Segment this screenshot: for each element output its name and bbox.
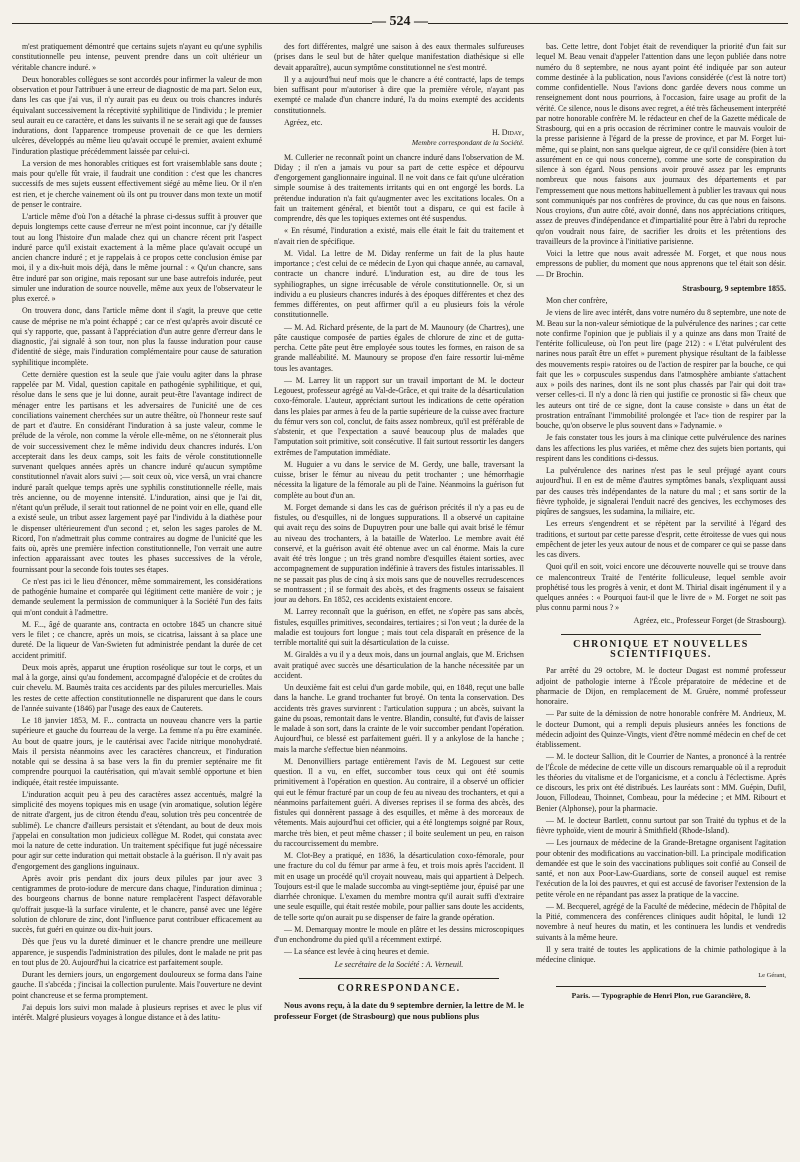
imprint-line: Paris. — Typographie de Henri Plon, rue Garancière, 8. [571,990,751,1000]
paragraph: Il y a aujourd'hui neuf mois que le chancre a été contracté, laps de temps bien suffisant pour m'autoriser à dire que la première vérole, n'ayant pas exempté ce malade d'un chancre induré, l'a du moins exempté des accidents constitutionnels. [274,74,524,115]
paragraph: — M. Ad. Richard présente, de la part de M. Maunoury (de Chartres), une pâte caustique composée de parties égales de chlorure de zinc et de gutta-percha. Cette pâte peut être employée sous toutes les formes, en raison de sa grande malléabilité. M. Maunoury se propose d'en faire ressortir lui-même tous les avantages. [274,322,524,373]
paragraph: « En résumé, l'induration a existé, mais elle était le fait du traitement et n'avait rien de spécifique. [274,226,524,246]
column-left [12,42,262,1152]
page-number: — 524 — [372,14,428,29]
sig-title: Membre correspondant de la Société. [411,138,524,148]
gerant-label: Le Gérant, [758,972,786,980]
paragraph: M. F..., âgé de quarante ans, contracta en octobre 1845 un chancre situé vers le filet ; ce chancre, après un mois, se cicatrisa, laissant à sa place une dureté. De la liqueur de Van-Swieten fut administrée pendant la durée de cet accident primitif. [12,619,262,660]
letter-paragraph: Je fais constater tous les jours à ma clinique cette pulvérulence des narines dans les affections les plus variées, et même chez des sujets bien portants, qui respirent dans les conditions ci-dessus. [536,433,786,463]
diday-signature [274,118,524,149]
paragraph: M. Vidal. La lettre de M. Diday renferme un fait de la plus haute importance ; c'est celui de ce médecin de Lyon qui chaque année, au carnaval, contracte un chancre induré. L'induration est, au dire de tous les syphiliographes, un signe irrécusable de vérole constitutionnelle. Or, si un individu a eu plusieurs chancres indurés à des époques différentes et chez des femmes différentes, on peut affirmer qu'il a eu plusieurs fois la vérole constitutionnelle. [274,248,524,320]
paragraph: Le 18 janvier 1853, M. F... contracta un nouveau chancre vers la partie supérieure et gauche du fourreau de la verge. La femme n'a pu être examinée. Au bout de quatre jours, je le cautérisai avec l'acide nitrique monohydraté. Mais il persista néanmoins avec les caractères chancreux, et l'induration notable qui se dessina à sa base vers la fin du premier septénaire me fit comprendre pourquoi la cautérisation, qui m'avait semblé opportune et bien indiquée, était restée impuissante. [12,716,262,787]
paragraph: M. Denonvilliers partage entièrement l'avis de M. Legouest sur cette question. Il a vu, en effet, succomber tous ceux qui ont été soumis primitivement à l'opération en question. Au contraire, il a observé un officier qui eut le fémur fracturé par un coup de feu au niveau des trochanters, et qui a néanmoins parfaitement guéri. A diverses reprises il se forma des abcès, des fistules qui donnèrent passage à des esquilles, et même à des morceaux de vêtements. Mais aujourd'hui cet officier, qui a été longtemps soigné par Roux, marche très bien, et peut même chasser ; il boite seulement un peu, en raison du raccourcissement du membre. [274,756,524,848]
paragraph: Voici la lettre que nous avait adressée M. Forget, et que nous nous empressons de publier, du moment que nous apprenons que tel était son désir. — Dr Brochin. [536,249,786,279]
sig-name: H. Diday, [491,128,524,137]
letter-dateline: Strasbourg, 9 septembre 1855. [682,283,786,293]
paragraph: L'article même d'où l'on a détaché la phrase ci-dessus suffit à prouver que depuis longtemps cette cause d'erreur ne m'est point inconnue, car j'y détaille tout au long l'histoire d'un malade chez qui un chancre récent prit l'aspect induré parce qu'il existait exactement à la même place qu'avait occupé un ancien chancre induré ; et je rappelais à ce propos cette conclusion émise par moi, il y a dix-huit mois déjà, dans le même journal : « Qu'un chancre, sans être induré par son origine, mais reposant sur une base autrefois indurée, peut simuler une induration de source nouvelle, même aux yeux de l'observateur le plus exercé. » [12,212,262,303]
forget-signature: Agréez, etc., Professeur Forget (de Strasbourg). [633,615,786,625]
paragraph: On trouvera donc, dans l'article même dont il s'agit, la preuve que cette cause de méprise ne m'a point échappé ; car ce n'est qu'après avoir discuté ce qui s'y rapporte, que, passant à l'appréciation d'un autre genre d'erreur dans le diagnostic, j'ai signalé à son tour, non plus la fausse induration pour cause d'identité de siège, mais l'induration complémentaire pour cause de saturation syphilitique incomplète. [12,306,262,367]
paragraph: Après avoir pris pendant dix jours deux pilules par jour avec 3 centigrammes de proto-iodure de mercure dans chaque, l'induration diminua ; des bourgeons charnus de bonne nature remplacèrent l'aspect défavorable qu'offrait jusque-là la surface virulente, et le chancre, pansé avec une légère solution de chlorure de zinc, dont l'influence parut contribuer efficacement au succès, fut guéri en quinze ou dix-huit jours. [12,873,262,934]
forget-letter-body [536,308,786,613]
news-item: Par arrêté du 29 octobre, M. le docteur Dugast est nommé professeur adjoint de pathologie interne à l'École préparatoire de médecine et de pharmacie de Dijon, en remplacement de M. Gruère, nommé professeur honoraire. [536,666,786,706]
letter-paragraph: Quoi qu'il en soit, voici encore une découverte nouvelle qui se trouve dans ce malencontreux Traité de l'entérite folliculeuse, lequel semble avoir prophétisé tous les progrès à venir, et dont M. Thirial disait ingénument il y a quelques années : « Pourquoi faut-il que le livre de » M. Forget ne soit pas plus connu parmi nous ? » [536,562,786,613]
paragraph: M. Forget demande si dans les cas de guérison précités il n'y a pas eu de fistules, ou d'esquilles, ni de longues suppurations. Il a observé un capitaine qui avait reçu des soins de Dupuytren pour une balle qui avait brisé le fémur au niveau des trochanters, à la bataille de Waterloo. Le membre avait été conservé, et la guérison avait été obtenue avec un cal énorme. Mais la cure avait été très longue ; un très grand nombre d'esquilles étaient sorties, avec accompagnement de suppuration indéfinie à travers des fistules intarissables. Il ne se passait pas plus de cinq à six mois sans que de nouvelles recrudescences se montrassent ; il se formait des abcès, et des fragments osseux se faisaient jour au dehors. En 1852, ces accidents existaient encore. [274,502,524,604]
paragraph: Dès que j'eus vu la dureté diminuer et le chancre prendre une meilleure apparence, je suspendis l'administration des pilules, dont le malade ne prit pas en tout plus de 20. Aujourd'hui la cicatrice est parfaitement souple. [12,937,262,967]
chronique-heading [536,634,786,661]
paragraph: M. Huguier a vu dans le service de M. Gerdy, une balle, traversant la cuisse, briser le fémur au niveau du petit trochanter ; une hémorrhagie nécessita la ligature de la fémorale au pli de l'aine. Néanmoins la guérison fut complète au bout d'un an. [274,459,524,500]
paragraph: Ce n'est pas ici le lieu d'énoncer, même sommairement, les considérations de pathogénie humaine et comparée qui légitiment cette manière de voir ; je demande seulement la permission de communiquer à la Société l'un des faits qui m'ont conduit à l'admettre. [12,576,262,617]
paragraph: La version de mes honorables critiques est fort vraisemblable sans doute ; mais pour qu'elle fût vraie, il faudrait une condition : c'est que les chancres successifs de mes sujets eussent effectivement siégé au même lieu. Or il n'en est rien, et je cherche vainement où ils ont pu trouver dans mon texte un motif de penser le contraire. [12,158,262,209]
news-item: — M. le docteur Bartlett, connu surtout par son Traité du typhus et de la fièvre typhoïde, vient de mourir à Smithfield (Rhode-Island). [536,815,786,835]
paragraph: L'induration acquit peu à peu des caractères assez accentués, malgré la simplicité des moyens topiques mis en usage (vin aromatique, solution légère de nitrate d'argent, jus de citron étendu d'eau, solution très peu concentrée de sublimé). Le chancre d'ailleurs persistait et s'étendant, au bout de deux mois j'appelai en consultation mon judicieux collègue M. Rodet, qui constata avec moi la nature de cette induration. Un traitement spécifique fut jugé nécessaire pour agir sur cette induration qui mettait obstacle à la guérison. Il n'y avait pas d'engorgement des ganglions inguinaux. [12,789,262,871]
page-footer [536,971,786,1001]
news-item: — Par suite de la démission de notre honorable confrère M. Andrieux, M. le docteur Dumont, qui a rempli depuis plusieurs années les fonctions de médecin adjoint des Quinze-Vingts, vient d'être nommé médecin en chef de cet établissement. [536,709,786,749]
paragraph: Durant les derniers jours, un engorgement douloureux se forma dans l'aine gauche. Il s'abcéda ; j'incisai la collection purulente. Mais l'ouverture ne devint point chancreuse et se ferma promptement. [12,970,262,1000]
paragraph: Cette dernière question est la seule que j'aie voulu agiter dans la phrase rappelée par M. Vidal, question capitale en pathogénie syphilitique, et qui, résolue dans le sens que je lui donne, aurait peut-être l'avantage indirect de ménager entre les partisans et les adversaires de l'unicité une de ces conciliations vainement cherchées sur un autre théâtre, où l'honneur reste sauf de part et d'autre. En considérant l'induration à sa juste valeur, comme le prélude de la vérole, non comme la vérole elle-même, on ne s'étonnerait plus de voir successivement chez le même individu deux chancres indurés. L'on accepterait dans les deux camps, soit les faits de vérole constitutionnelle survenant quelques années après un chancre induré qu'aucun symptôme constitutionnel n'avait alors suivi ;— soit ceux où, vice versâ, un vrai chancre induré paraît quelque temps après une syphilis constitutionnelle réelle, mais très ancienne, ou de moyenne intensité. L'induration, ainsi que je l'ai dit, n'étant qu'un prélude, il serait tout rationnel de ne point voir en elle, quand elle a existé seule, un tribut assez largement payé par l'individu à la diathèse pour le dispenser ultérieurement d'un second ; et, selon les sages paroles de M. Ricord, l'on n'admettrait plus comme contraires au dogme de l'unicité que les faits où, après une première infection constitutionnelle, l'on verrait une autre infection apparaissant avec toutes les phases successives de la vérole, fournissant pour la seconde fois toutes ses étapes. [12,369,262,574]
letter-paragraph: Je viens de lire avec intérêt, dans votre numéro du 8 septembre, une note de M. Beau sur la non-valeur sémiotique de la pulvérulence des narines ; car cette note confirme l'opinion que je publiais il y a quinze ans dans mon Traité de l'entérite folliculeuse, où l'on peut lire (page 212) : « L'état pulvérulent des narines nous paraît être un effet » purement physique résultant de la faiblesse des mouvements respi» ratoires ou de l'action de respirer par la bouche, ce qui fait que les » corpuscules suspendus dans l'atmosphère ambiante s'attachent aux » poils des narines, dont ils ne sont plus chassés par l'air qui doit tra» verser celles-ci. Il n'y a donc là rien qui justifie ce pronostic si fâ» cheux que les auteurs ont tiré de ce signe, dont la cause consiste » dans un état de prostration entraînant l'immobilité prolongée et l'ac» tion de respirer par la bouche, qu'on observe le plus souvent dans » l'adynamie. » [536,308,786,430]
correspondance-heading [274,978,524,994]
paragraph: — M. Demarquay montre le moule en plâtre et les dessins microscopiques d'un enchondrome du pied qu'il a récemment extirpé. [274,924,524,944]
sig-greeting: Agréez, etc. [284,117,323,127]
paragraph: Deux mois après, apparut une éruption roséolique sur tout le corps, et un mal à la gorge, ainsi qu'au fondement, accompagné d'alopécie et de croûtes du cuir chevelu. M. Baumès traita ces accidents par des pilules mercurielles. Mais les restes de cette affection constitutionnelle ne disparurent que dans le cours de l'année suivante (1846) par l'usage des eaux de Cauterets. [12,662,262,713]
paragraph: M. Giraldès a vu il y a deux mois, dans un journal anglais, que M. Erichsen avait pratiqué avec succès une désarticulation de la hanche nécessitée par un accident. [274,650,524,680]
chronique-body [536,666,786,965]
editorial-note [536,42,786,280]
text-columns [12,42,788,1152]
page-header [12,14,788,34]
seance-report [274,153,524,958]
letter-paragraph: La pulvérulence des narines n'est pas le seul préjugé ayant cours aujourd'hui. Il en est de même d'autres symptômes banals, s'expliquant aussi par des causes très indépendantes de la nature du mal ; et sans sortir de la fièvre typhoïde, je signalerai l'enduit nacré des gencives, les ecchymoses des piqûres de sangsues, les sudamina, la miliaire, etc. [536,466,786,516]
paragraph: Deux honorables collègues se sont accordés pour infirmer la valeur de mon observation et pour l'attribuer à une erreur de diagnostic de ma part. Selon eux, dans les cas que j'ai vus, il n'y aurait pas eu deux ou trois chancres indurés équivalant successivement la réceptivité syphilitique de l'individu ; le premier seul aurait eu ce caractère, et dans les suivants il ne se serait agi que de fausses indurations, dont l'apparence trompeuse provenait de ce que les derniers ulcères, développés au même lieu qu'avait occupé le premier, avaient exhumé l'induration plastique précédemment laissée par celui-ci. [12,74,262,156]
diday-letter-end [274,42,524,116]
correspondance-title: CORRESPONDANCE. [337,982,461,994]
paragraph: J'ai depuis lors suivi mon malade à plusieurs reprises et avec le plus vif intérêt. Malgré plusieurs voyages à longue distance et à des latitu- [12,1002,262,1022]
header-rule-right [428,23,788,24]
secretary-signature: Le secrétaire de la Société : A. Verneuil. [334,959,464,969]
letter-salutation: Mon cher confrère, [546,296,608,305]
news-item: — M. Becquerel, agrégé de la Faculté de médecine, médecin de l'hôpital de la Pitié, commencera des conférences cliniques audit hôpital, le lundi 12 novembre à neuf heures du matin, et les continuera les lundis et vendredis suivants à la même heure. [536,901,786,942]
paragraph: — M. Larrey lit un rapport sur un travail important de M. le docteur Legouest, professeur agrégé au Val-de-Grâce, et qui traite de la désarticulation coxo-fémorale. L'auteur, appréciant surtout les indications de cette opération dans les plaies par armes à feu de la partie supérieure de la cuisse avec fracture du fémur vers son col, conclut, de faits assez nombreux, qu'il est préférable de s'abstenir, et que l'expectation a sauvé beaucoup plus de malades que l'amputation soit primitive, soit consécutive. Il fait surtout ressortir les dangers extrêmes de l'amputation immédiate. [274,375,524,457]
paragraph: Un deuxième fait est celui d'un garde mobile, qui, en 1848, reçut une balle dans la hanche. Le grand trochanter fut broyé. On tenta la conservation. Des accidents très graves survinrent : l'articulation suppura ; un abcès, suivant la gaine du psoas, remontait dans le ventre. Blandin, consulté, fut d'avis de laisser le malade à son sort, dans la crainte de le voir succomber pendant l'opération. Aujourd'hui, ce blessé est parfaitement guéri. Il y a ankylose de la hanche ; mais la marche s'effectue bien néanmoins. [274,683,524,754]
paragraph: M. Clot-Bey a pratiqué, en 1836, la désarticulation coxo-fémorale, pour une fracture du col du fémur par arme à feu, et trois mois après l'accident. Il mit en usage un procédé qu'il croyait nouveau, mais qui appartient à Delpech. Toujours est-il que le malade succomba au vingt-septième jour, épuisé par une diarrhée chronique. L'examen du membre montra qu'il aurait suffi d'extraire une seule esquille, qui était restée mobile, pour pallier sans doute les accidents, de telle sorte qu'on aurait pu se dispenser de faire la grande opération. [274,851,524,922]
column-middle [274,42,524,1152]
correspondance-intro: Nous avons reçu, à la date du 9 septembre dernier, la lettre de M. le professeur Forget (de Strasbourg) que nous publions plus [274,1001,524,1021]
column-right [536,42,786,1152]
letter-paragraph: Les erreurs s'engendrent et se répètent par la servilité à l'égard des traditions, et surtout par cette paresse d'esprit, cette étroitesse de vues qui nous empêchent de jeter les yeux autour de nous et de comparer ce qui se passe dans les cas divers. [536,519,786,559]
news-item: Il y sera traité de toutes les applications de la chimie pathologique à la médecine clinique. [536,944,786,964]
paragraph: M. Cullerier ne reconnaît point un chancre induré dans l'observation de M. Diday ; il n'en a jamais vu pour sa part de cette espèce et dépourvu d'engorgement ganglionnaire inguinal. Il ne voit dans ce fait qu'une ulcération simple soumise à des traitements irritants qui en ont engorgé les bords. La prétendue induration n'a fait qu'augmenter avec les excitations locales. On a fait un traitement général, et bientôt tout a disparu, ce qui est facile à comprendre, dès que les topiques externes ont été suspendus. [274,152,524,223]
paragraph: m'est pratiquement démontré que certains sujets n'ayant eu qu'une syphilis constitutionnelle peu intense, peuvent prendre dans un coït ultérieur un véritable chancre induré. » [12,42,262,72]
paragraph: des fort différentes, malgré une saison à des eaux thermales sulfureuses (prises dans le seul but de hâter quelque manifestation diathésique si elle devait apparaître), aucun symptôme constitutionnel ne s'est montré. [274,42,524,72]
paragraph: M. Larrey reconnaît que la guérison, en effet, ne s'opère pas sans abcès, fistules, esquilles primitives, secondaires, tertiaires ; si l'on veut ; la durée de la maladie est toujours fort longue ; mais tout cela disparaît en présence de la terrible mortalité qui suit la désarticulation de la cuisse. [274,607,524,647]
news-item: — Les journaux de médecine de la Grande-Bretagne organisent l'agitation pour obtenir des modifications au vaccination-bill. La principale modification demandée est que le soin des vaccinations publiques soit confié au Conseil de santé, et non aux Poor-Law-Guardians, sorte de conseil auquel est remise l'exécution de la loi des pauvres, et qui est accusé de favoriser l'extension de la petite vérole en ne répandant pas assez la pratique de la vaccine. [536,838,786,899]
chronique-title: CHRONIQUE ET NOUVELLES SCIENTIFIQUES. [573,638,749,660]
section-rule [299,978,499,979]
news-item: — M. le docteur Sallion, dit le Courrier de Nantes, a prononcé à la rentrée de l'École de médecine de cette ville un discours remarquable où il a reproduit les théories du vitalisme et de l'organicisme, et a conclu à l'éclectisme. Après ce discours, les prix ont été distribués. Les lauréats sont : MM. Guépin, Dufil, Jouon, Fillodeau, Thoinnet, Combeau, pour la médecine ; et MM. Ribourt et Benier (Alphonse), pour la pharmacie. [536,752,786,813]
footer-rule [556,986,766,987]
paragraph: bas. Cette lettre, dont l'objet était de revendiquer la priorité d'un fait sur lequel M. Beau venait d'appeler l'attention dans une leçon publiée dans notre numéro du 8 septembre, ne nous ayant point été indiquée par son auteur comme destinée à la publication, nous l'avions considérée (c'est là notre tort) comme confidentielle. Nous l'avions donc gardée devers nous comme un renseignement dont nous pourrions, à l'occasion, faire usage au profit de la vérité. Ce silence, nous le disons avec regret, a été très fâcheusement interprété par notre honorable confrère M. le rédacteur en chef de la Gazette médicale de Strasbourg, qui en a pris occasion de récriminer contre le mauvais vouloir de la presse parisienne à l'égard de la presse de province, et par M. Forget lui-même, qui se plaint, non sans quelque aigreur, de ce qu'il considère (bien à tort assurément en ce qui nous concerne), comme une sorte de conspiration du silence à son égard. Nous pensions avoir prouvé assez par les emprunts nombreux que nous faisons aux journaux des départements et par l'empressement que nous mettons habituellement à publier les travaux qui nous sont communiqués par nos confrères de province, du cas que nous en faisons. Nous croyions, d'un autre côté, avoir donné, dans nos appréciations critiques, assez de preuves d'indépendance et d'impartialité pour être à l'abri du reproche qu'on voudrait nous faire, de sacrifier les droits et les prétentions des travailleurs de la province à l'initiative parisienne. [536,42,786,246]
section-rule [561,634,761,635]
paragraph: — La séance est levée à cinq heures et demie. [284,947,430,957]
